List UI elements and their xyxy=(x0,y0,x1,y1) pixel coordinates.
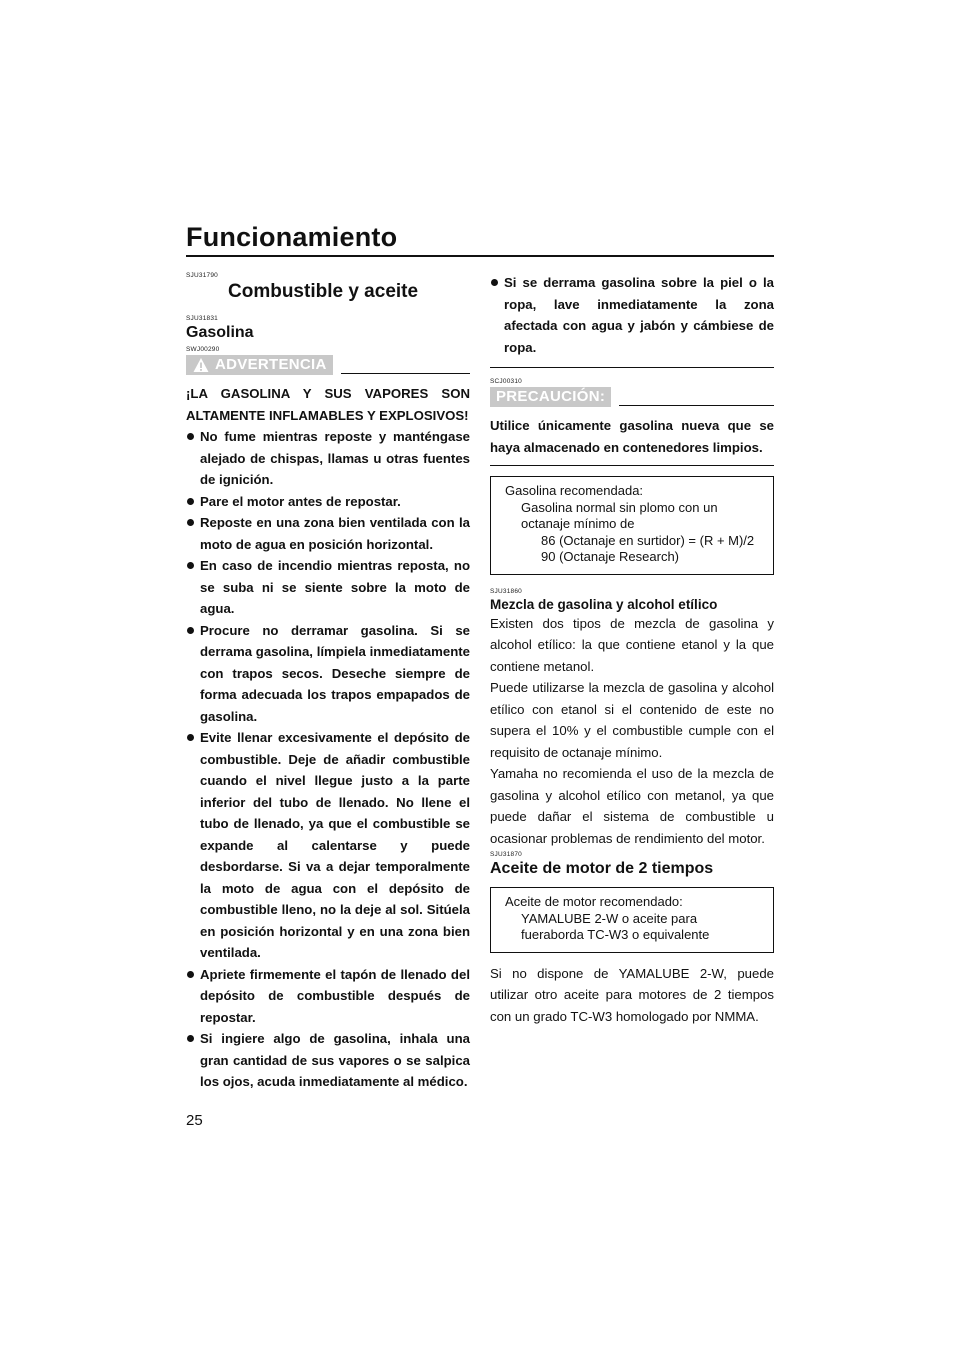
warning-rule xyxy=(341,373,470,374)
list-item: En caso de incendio mientras reposta, no se suba ni se siente sobre la moto de agua. xyxy=(186,555,470,620)
right-column xyxy=(490,272,774,1027)
aceite-paragraph: Si no dispone de YAMALUBE 2-W, puede utilizar otro aceite para motores de 2 tiempos con un grado TC-W3 homologado por NMMA. xyxy=(490,965,774,1024)
list-item: Si ingiere algo de gasolina, inhala una gran cantidad de sus vapores o se salpica los ojos, acuda inmediatamente al médico. xyxy=(186,1028,470,1093)
section-code: SJU31790 xyxy=(186,272,218,279)
warning-code: SWJ00290 xyxy=(186,346,220,353)
fuel-spec-research-octane: 90 (Octanaje Research) xyxy=(541,549,680,564)
mezcla-paragraph-3: Yamaha no recomienda el uso de la mezcla de gasolina y alcohol etílico con metanol, ya que puede dañar el sistema de combustible u ocasionar problemas de rendimiento del motor. xyxy=(490,766,774,846)
list-item: Si se derrama gasolina sobre la piel o la ropa, lave inmediatamente la zona afectada con agua y jabón y cámbiese de ropa. xyxy=(490,272,774,358)
warning-badge xyxy=(186,355,333,375)
caution-header xyxy=(490,387,774,407)
list-item: Procure no derramar gasolina. Si se derrama gasolina, límpiela inmediatamente con trapos secos. Deseche siempre de forma adecuada los trapos empapados de gasolina. xyxy=(186,620,470,728)
mezcla-title: Mezcla de gasolina y alcohol etílico xyxy=(490,596,718,612)
warning-intro: ¡LA GASOLINA Y SUS VAPORES SON ALTAMENTE INFLAMABLES Y EXPLOSIVOS! xyxy=(186,386,470,423)
gasolina-code: SJU31831 xyxy=(186,315,218,322)
list-item: Pare el motor antes de repostar. xyxy=(186,491,470,513)
mezcla-code: SJU31860 xyxy=(490,587,522,595)
fuel-spec-pump-octane: 86 (Octanaje en surtidor) = (R + M)/2 xyxy=(541,532,755,548)
caution-code: SCJ00310 xyxy=(490,378,522,385)
page-title: Funcionamiento xyxy=(186,222,398,252)
warning-list-continued xyxy=(490,272,774,358)
warning-header xyxy=(186,355,470,375)
mezcla-paragraph-2: Puede utilizarse la mezcla de gasolina y alcohol etílico con etanol si el contenido de este no supera el 10% y el combustible cumple con el requisito de octanaje mínimo. xyxy=(490,680,774,760)
aceite-code: SJU31870 xyxy=(490,851,522,858)
warning-end-rule xyxy=(490,367,774,368)
mezcla-paragraph-1: Existen dos tipos de mezcla de gasolina y alcohol etílico: la que contiene etanol y la que contiene metanol. xyxy=(490,615,774,674)
oil-spec-box xyxy=(490,887,774,953)
caution-end-rule xyxy=(490,465,774,466)
caution-label: PRECAUCIÓN: xyxy=(490,387,611,407)
warning-label: ADVERTENCIA xyxy=(215,356,327,373)
caution-text: Utilice únicamente gasolina nueva que se haya almacenado en contenedores limpios. xyxy=(490,418,774,455)
left-column xyxy=(186,272,470,1093)
caution-rule xyxy=(619,405,774,406)
oil-spec-type: YAMALUBE 2-W o aceite para fueraborda TC-W3 o equivalente xyxy=(521,910,710,942)
fuel-spec-type: Gasolina normal sin plomo con un octanaje mínimo de xyxy=(521,499,718,531)
oil-spec-heading: Aceite de motor recomendado: xyxy=(505,894,683,909)
warning-triangle-icon xyxy=(193,357,209,373)
warning-list xyxy=(186,426,470,1093)
fuel-spec-box xyxy=(490,476,774,575)
list-item: Apriete firmemente el tapón de llenado del depósito de combustible después de repostar. xyxy=(186,964,470,1029)
section-title: Combustible y aceite xyxy=(228,281,419,302)
page-number: 25 xyxy=(186,1112,203,1129)
list-item: No fume mientras reposte y manténgase alejado de chispas, llamas u otras fuentes de ignición. xyxy=(186,426,470,491)
fuel-spec-heading: Gasolina recomendada: xyxy=(505,483,644,498)
list-item: Reposte en una zona bien ventilada con la moto de agua en posición horizontal. xyxy=(186,512,470,555)
list-item: Evite llenar excesivamente el depósito de combustible. Deje de añadir combustible cuando el nivel llegue justo a la parte inferior del tubo de llenado. No llene el tubo de llenado, ya que el combustible se expande al calentarse y puede desbordarse. Si va a dejar temporalmente la moto de agua con el depósito de combustible lleno, no la deje al sol. Sitúela en posición horizontal y en una zona bien ventilada. xyxy=(186,727,470,964)
aceite-title: Aceite de motor de 2 tiempos xyxy=(490,860,714,877)
header-rule xyxy=(186,255,774,257)
gasolina-title: Gasolina xyxy=(186,324,254,341)
